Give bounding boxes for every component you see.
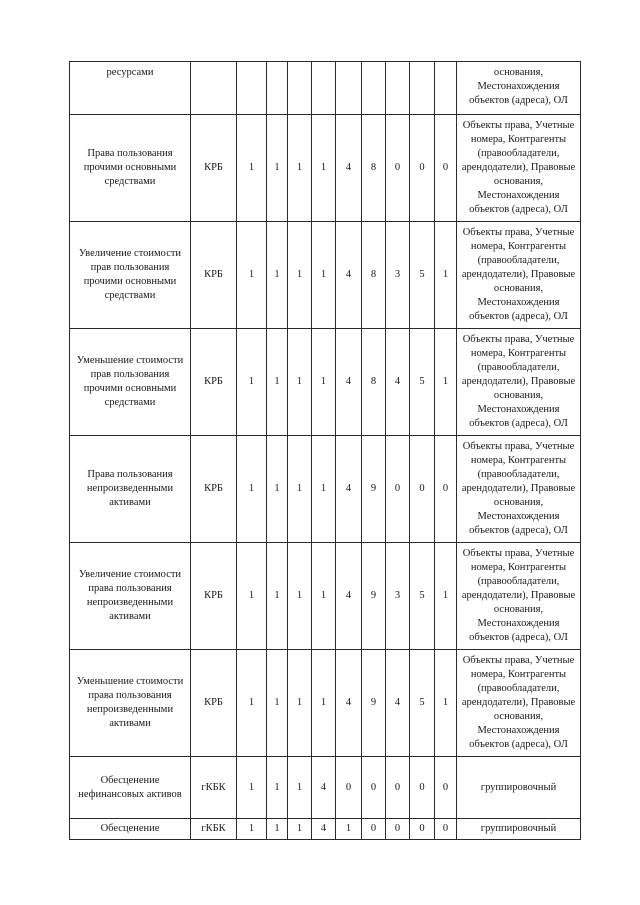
code-digit-cell: 1 xyxy=(288,543,312,650)
code-digit-cell: 1 xyxy=(237,650,267,757)
account-type-cell: КРБ xyxy=(191,115,237,222)
code-digit-cell: 1 xyxy=(288,329,312,436)
code-digit-cell: 1 xyxy=(288,115,312,222)
analytics-description-cell: группировочный xyxy=(457,819,581,840)
code-digit-cell: 1 xyxy=(435,222,457,329)
code-digit-cell: 4 xyxy=(386,329,410,436)
account-type-cell: КРБ xyxy=(191,329,237,436)
analytics-description-cell: Объекты права, Учетные номера, Контрагенты (правообладатели, арендодатели), Правовые основания, Местонахождения объектов (адреса), ОЛ xyxy=(457,543,581,650)
code-digit-cell: 1 xyxy=(267,115,288,222)
code-digit-cell: 9 xyxy=(362,543,386,650)
code-digit-cell: 0 xyxy=(410,115,435,222)
account-type-cell: КРБ xyxy=(191,436,237,543)
code-digit-cell: 1 xyxy=(237,819,267,840)
code-digit-cell: 1 xyxy=(237,329,267,436)
code-digit-cell xyxy=(386,62,410,115)
code-digit-cell: 9 xyxy=(362,650,386,757)
code-digit-cell: 1 xyxy=(267,819,288,840)
code-digit-cell: 3 xyxy=(386,222,410,329)
account-name-cell: ресурсами xyxy=(70,62,191,115)
code-digit-cell: 0 xyxy=(386,819,410,840)
code-digit-cell: 1 xyxy=(267,222,288,329)
code-digit-cell: 1 xyxy=(312,650,336,757)
code-digit-cell: 1 xyxy=(312,222,336,329)
code-digit-cell: 0 xyxy=(435,757,457,819)
code-digit-cell: 4 xyxy=(336,650,362,757)
account-name-cell: Права пользования прочими основными средствами xyxy=(70,115,191,222)
code-digit-cell: 1 xyxy=(435,543,457,650)
code-digit-cell: 0 xyxy=(362,819,386,840)
code-digit-cell xyxy=(237,62,267,115)
code-digit-cell: 4 xyxy=(386,650,410,757)
account-type-cell xyxy=(191,62,237,115)
account-type-cell: КРБ xyxy=(191,543,237,650)
table-row xyxy=(70,819,581,840)
code-digit-cell: 0 xyxy=(362,757,386,819)
code-digit-cell: 9 xyxy=(362,436,386,543)
code-digit-cell: 1 xyxy=(267,543,288,650)
code-digit-cell: 5 xyxy=(410,543,435,650)
code-digit-cell: 1 xyxy=(312,543,336,650)
code-digit-cell: 0 xyxy=(435,819,457,840)
code-digit-cell: 0 xyxy=(410,757,435,819)
code-digit-cell: 0 xyxy=(410,436,435,543)
account-name-cell: Обесценение нефинансовых активов xyxy=(70,757,191,819)
code-digit-cell: 1 xyxy=(288,757,312,819)
account-name-cell: Обесценение xyxy=(70,819,191,840)
code-digit-cell: 1 xyxy=(237,757,267,819)
code-digit-cell: 1 xyxy=(267,329,288,436)
table-row xyxy=(70,222,581,329)
analytics-description-cell: Объекты права, Учетные номера, Контрагенты (правообладатели, арендодатели), Правовые основания, Местонахождения объектов (адреса), ОЛ xyxy=(457,222,581,329)
code-digit-cell: 1 xyxy=(435,329,457,436)
code-digit-cell: 3 xyxy=(386,543,410,650)
code-digit-cell: 1 xyxy=(237,115,267,222)
code-digit-cell: 1 xyxy=(237,222,267,329)
table-row xyxy=(70,329,581,436)
code-digit-cell: 1 xyxy=(237,436,267,543)
table-row xyxy=(70,115,581,222)
code-digit-cell: 0 xyxy=(386,436,410,543)
table-row xyxy=(70,650,581,757)
analytics-description-cell: основания, Местонахождения объектов (адреса), ОЛ xyxy=(457,62,581,115)
code-digit-cell: 4 xyxy=(336,543,362,650)
table-row xyxy=(70,757,581,819)
code-digit-cell: 1 xyxy=(312,329,336,436)
account-type-cell: гКБК xyxy=(191,757,237,819)
code-digit-cell: 1 xyxy=(312,436,336,543)
code-digit-cell xyxy=(288,62,312,115)
code-digit-cell xyxy=(410,62,435,115)
table-row xyxy=(70,436,581,543)
account-name-cell: Уменьшение стоимости права пользования непроизведенными активами xyxy=(70,650,191,757)
code-digit-cell: 5 xyxy=(410,329,435,436)
account-name-cell: Увеличение стоимости прав пользования прочими основными средствами xyxy=(70,222,191,329)
code-digit-cell xyxy=(362,62,386,115)
code-digit-cell: 4 xyxy=(336,115,362,222)
code-digit-cell: 1 xyxy=(267,757,288,819)
code-digit-cell: 0 xyxy=(336,757,362,819)
code-digit-cell: 4 xyxy=(336,329,362,436)
code-digit-cell: 1 xyxy=(288,222,312,329)
analytics-description-cell: группировочный xyxy=(457,757,581,819)
code-digit-cell: 1 xyxy=(267,436,288,543)
account-type-cell: гКБК xyxy=(191,819,237,840)
account-name-cell: Уменьшение стоимости прав пользования прочими основными средствами xyxy=(70,329,191,436)
code-digit-cell: 8 xyxy=(362,222,386,329)
table-body xyxy=(70,62,581,840)
code-digit-cell: 1 xyxy=(312,115,336,222)
code-digit-cell: 0 xyxy=(386,757,410,819)
account-name-cell: Права пользования непроизведенными активами xyxy=(70,436,191,543)
code-digit-cell: 1 xyxy=(336,819,362,840)
code-digit-cell: 0 xyxy=(435,436,457,543)
code-digit-cell xyxy=(312,62,336,115)
code-digit-cell: 0 xyxy=(410,819,435,840)
code-digit-cell: 4 xyxy=(336,222,362,329)
code-digit-cell: 1 xyxy=(435,650,457,757)
code-digit-cell xyxy=(336,62,362,115)
code-digit-cell: 1 xyxy=(267,650,288,757)
accounting-table xyxy=(69,61,581,840)
code-digit-cell: 4 xyxy=(312,757,336,819)
code-digit-cell: 5 xyxy=(410,222,435,329)
code-digit-cell: 1 xyxy=(288,819,312,840)
table-row xyxy=(70,62,581,115)
analytics-description-cell: Объекты права, Учетные номера, Контрагенты (правообладатели, арендодатели), Правовые основания, Местонахождения объектов (адреса), ОЛ xyxy=(457,115,581,222)
code-digit-cell: 8 xyxy=(362,115,386,222)
account-name-cell: Увеличение стоимости права пользования непроизведенными активами xyxy=(70,543,191,650)
code-digit-cell xyxy=(435,62,457,115)
code-digit-cell: 8 xyxy=(362,329,386,436)
analytics-description-cell: Объекты права, Учетные номера, Контрагенты (правообладатели, арендодатели), Правовые основания, Местонахождения объектов (адреса), ОЛ xyxy=(457,436,581,543)
code-digit-cell: 1 xyxy=(288,436,312,543)
code-digit-cell: 0 xyxy=(386,115,410,222)
code-digit-cell: 0 xyxy=(435,115,457,222)
code-digit-cell: 1 xyxy=(288,650,312,757)
analytics-description-cell: Объекты права, Учетные номера, Контрагенты (правообладатели, арендодатели), Правовые основания, Местонахождения объектов (адреса), ОЛ xyxy=(457,329,581,436)
code-digit-cell: 1 xyxy=(237,543,267,650)
table-row xyxy=(70,543,581,650)
code-digit-cell xyxy=(267,62,288,115)
code-digit-cell: 4 xyxy=(312,819,336,840)
account-type-cell: КРБ xyxy=(191,222,237,329)
code-digit-cell: 4 xyxy=(336,436,362,543)
analytics-description-cell: Объекты права, Учетные номера, Контрагенты (правообладатели, арендодатели), Правовые основания, Местонахождения объектов (адреса), ОЛ xyxy=(457,650,581,757)
account-type-cell: КРБ xyxy=(191,650,237,757)
code-digit-cell: 5 xyxy=(410,650,435,757)
